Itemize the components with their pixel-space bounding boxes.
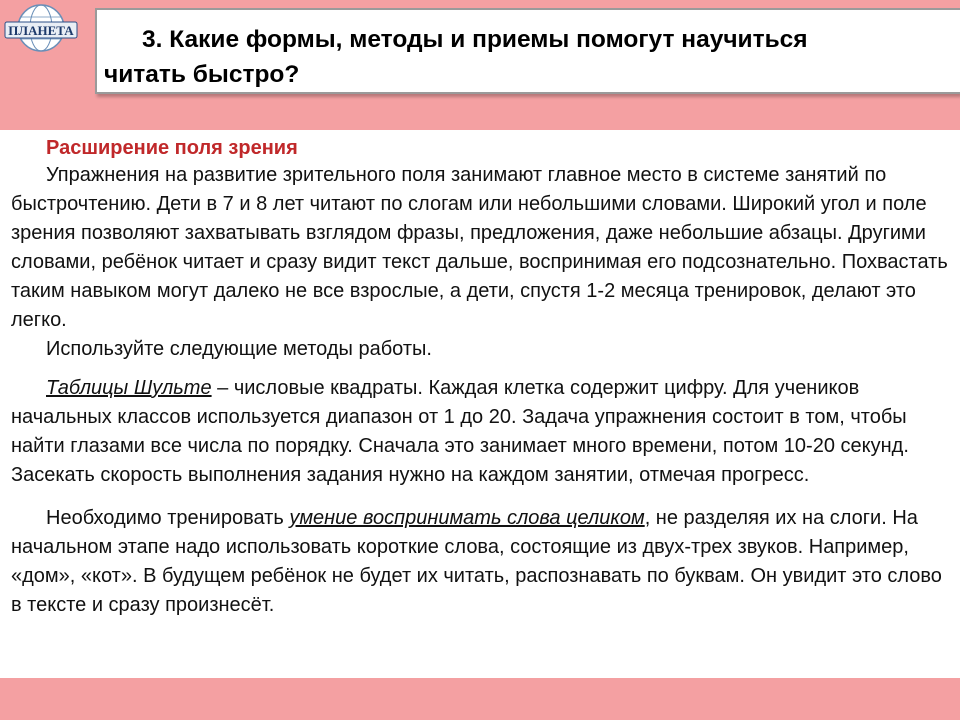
- article-body: [11, 131, 951, 620]
- planeta-logo: [2, 4, 80, 54]
- bottom-decor-band: [0, 678, 960, 720]
- page-title-line1: 3. Какие формы, методы и приемы помогут научиться: [142, 26, 808, 53]
- whole-words-start: Необходимо тренировать: [46, 507, 290, 529]
- paragraph-field-of-view-text: Упражнения на развитие зрительного поля занимают главное место в системе занятий по быстрочтению. Дети в 7 и 8 лет читают по слогам или небольшими словами. Широкий угол и поле зрения позволяют захватывать взглядом фразы, предложения, даже небольшие абзацы. Другими словами, ребёнок читает и сразу видит текст дальше, воспринимая его подсознательно. Похвастать таким навыком могут далеко не все взрослые, а дети, спустя 1-2 месяца тренировок, делают это легко.: [11, 164, 948, 331]
- paragraph-whole-words: [11, 504, 951, 620]
- whole-words-term: умение воспринимать слова целиком: [289, 507, 645, 529]
- whole-words-text: , не разделяя их на слоги. На начальном этапе надо использовать короткие слова, состоящие из двух-трех звуков. Например, «дом», «кот». В будущем ребёнок не будет их читать, распознавать по буквам. Он увидит это слово в тексте и сразу произнесёт.: [11, 507, 942, 616]
- section-heading: Расширение поля зрения: [46, 137, 298, 159]
- paragraph-field-of-view: [11, 161, 951, 335]
- page-title-line2: читать быстро?: [104, 61, 300, 88]
- logo-text: ПЛАНЕТА: [8, 23, 74, 38]
- paragraph-methods-intro: Используйте следующие методы работы.: [46, 338, 432, 360]
- schulte-tables-text: – числовые квадраты. Каждая клетка содержит цифру. Для учеников начальных классов используется диапазон от 1 до 20. Задача упражнения состоит в том, чтобы найти глазами все числа по порядку. Сначала это занимает много времени, потом 10-20 секунд. Засекать скорость выполнения задания нужно на каждом занятии, отмечая прогресс.: [11, 377, 909, 486]
- page-title: [104, 22, 954, 92]
- schulte-tables-term: Таблицы Шульте: [46, 377, 212, 399]
- paragraph-schulte-tables: [11, 374, 951, 490]
